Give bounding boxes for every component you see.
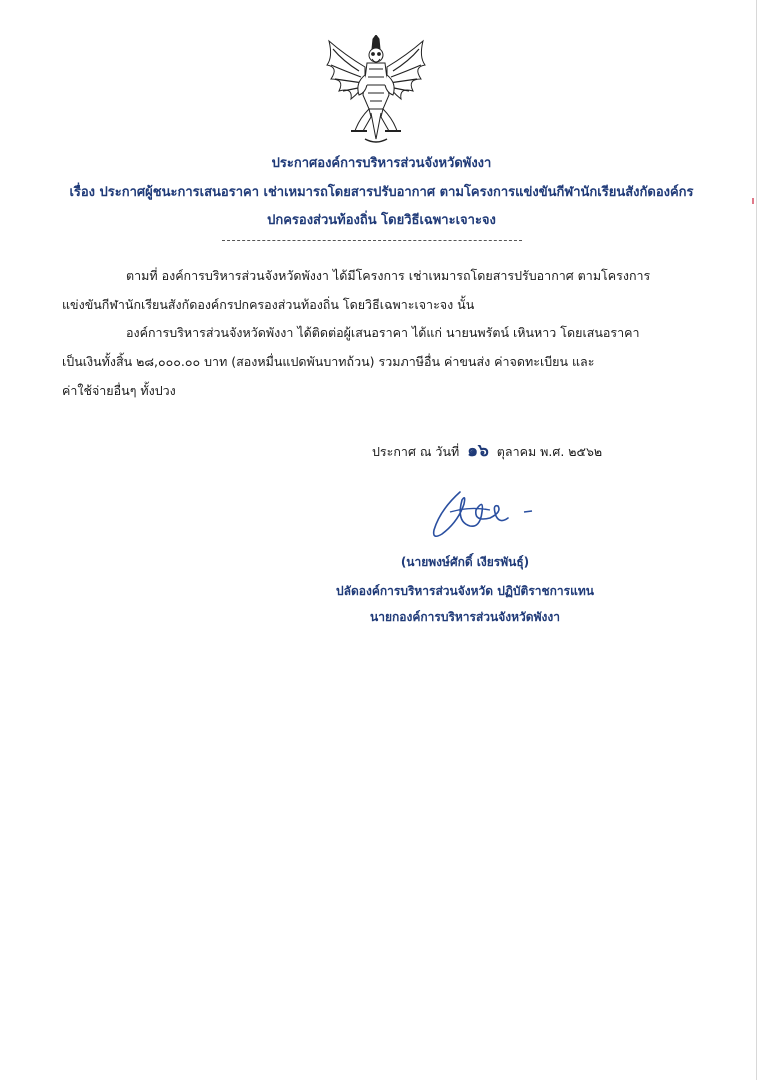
handwritten-signature-icon [430,482,540,544]
announcement-subject: เรื่อง ประกาศผู้ชนะการเสนอราคา เช่าเหมารถโดยสารปรับอากาศ ตามโครงการแข่งขันกีฬานักเรียนสังกัดองค์กร [69,185,694,200]
body-paragraph-2-line-3: ค่าใช้จ่ายอื่นๆ ทั้งปวง [62,383,176,398]
announcement-title: ประกาศองค์การบริหารส่วนจังหวัดพังงา [271,156,492,171]
body-paragraph-1-line-2: แข่งขันกีฬานักเรียนสังกัดองค์กรปกครองส่วนท้องถิ่น โดยวิธีเฉพาะเจาะจง นั้น [62,297,475,312]
body-paragraph-2-line-2: เป็นเงินทั้งสิ้น ๒๘,๐๐๐.๐๐ บาท (สองหมื่นแปดพันบาทถ้วน) รวมภาษีอื่น ค่าขนส่ง ค่าจดทะเบียน และ [62,354,595,369]
signatory-position-2: นายกองค์การบริหารส่วนจังหวัดพังงา [370,610,560,624]
date-prefix: ประกาศ ณ วันที่ [372,444,460,459]
signatory-position: ปลัดองค์การบริหารส่วนจังหวัด ปฏิบัติราชการแทน [336,584,594,598]
body-paragraph-1-line-1: ตามที่ องค์การบริหารส่วนจังหวัดพังงา ได้มีโครงการ เช่าเหมารถโดยสารปรับอากาศ ตามโครงการ [126,268,651,283]
garuda-emblem-icon [325,35,427,145]
date-day: ๑๖ [467,441,489,461]
date-suffix: ตุลาคม พ.ศ. ๒๕๖๒ [496,444,603,459]
announcement-date [372,437,602,464]
body-paragraph-2-line-1: องค์การบริหารส่วนจังหวัดพังงา ได้ติดต่อผู้เสนอราคา ได้แก่ นายนพรัตน์ เหินหาว โดยเสนอราคา [126,325,640,340]
separator-line [222,240,522,241]
announcement-subject-cont: ปกครองส่วนท้องถิ่น โดยวิธีเฉพาะเจาะจง [267,213,496,228]
signatory-name: (นายพงษ์ศักดิ์ เงียรพันธุ์) [400,555,530,569]
